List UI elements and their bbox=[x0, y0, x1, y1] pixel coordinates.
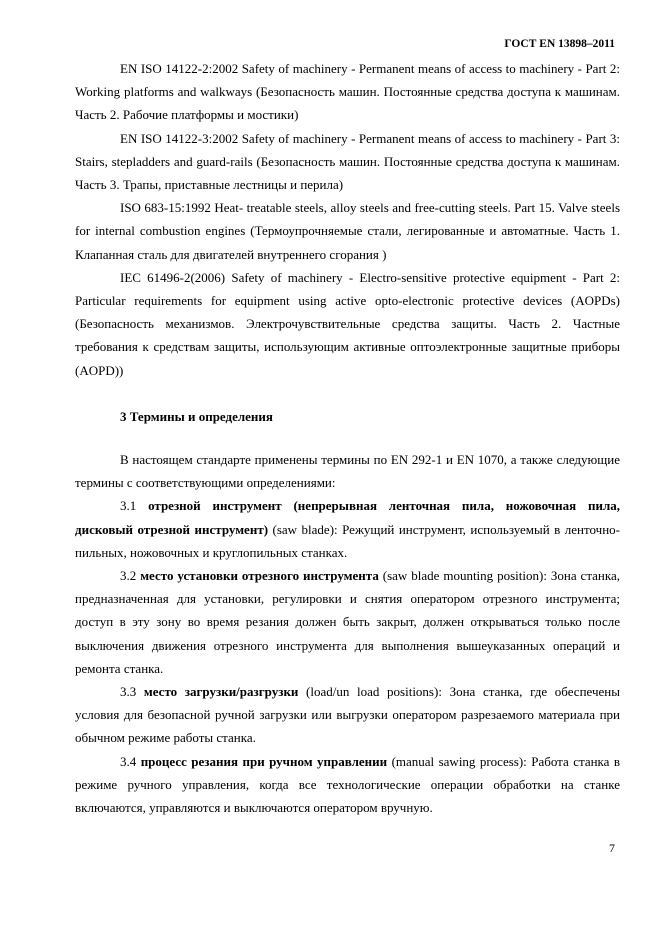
section-intro: В настоящем стандарте применены термины по EN 292-1 и EN 1070, а также следующие термины с соответствующими определениями: bbox=[75, 452, 620, 491]
reference-iso-14122-3: EN ISO 14122-3:2002 Safety of machinery - Permanent means of access to machinery - Part 3: Stairs, stepladders and guard-rails (Безопасность машин. Постоянные средства доступа к машинам. Часть 3. Трапы, приставные лестницы и перила) bbox=[75, 130, 620, 193]
reference-iso-14122-2: EN ISO 14122-2:2002 Safety of machinery - Permanent means of access to machinery - Part 2: Working platforms and walkways (Безопасность машин. Постоянные средства доступа к машинам. Часть 2. Рабочие платформы и мостики) bbox=[75, 61, 620, 123]
term-name: отрезной инструмент (непрерывная ленточная пила, ножовочная пила, дисковый отрезной инструмент) bbox=[75, 498, 621, 537]
term-3-4 bbox=[75, 750, 620, 820]
term-number: 3.4 bbox=[120, 753, 137, 769]
section-heading: 3 Термины и определения bbox=[120, 408, 273, 424]
term-english: (saw blade mounting position): bbox=[378, 568, 551, 584]
term-definition: Зона станка, предназначенная для установки, регулировки и снятия оператором отрезного инструмента; доступ в эту зону во время резания должен быть закрыт, должен открываться только после выключения движения отрезного инструмента для выполнения вышеуказанных операций и ремонта станка. bbox=[75, 568, 621, 676]
document-header: ГОСТ EN 13898–2011 bbox=[504, 38, 615, 50]
term-name: место загрузки/разгрузки bbox=[143, 684, 299, 700]
term-3-3 bbox=[75, 680, 620, 750]
reference-iec-61496-2: IEC 61496-2(2006) Safety of machinery - Electro-sensitive protective equipment - Part 2: Particular requirements for equipment using active opto-electronic protective devices (AOPDs) (Безопасность механизмов. Электрочувствительные средства защиты. Часть 2. Частные требования к средствам защиты, использующим активные оптоэлектронные защитные приборы (AOPD)) bbox=[75, 269, 620, 378]
term-definition: Работа станка в режиме ручного управления, когда все технологические операции обработки на станке включаются, управляются и выключаются оператором вручную. bbox=[75, 753, 620, 816]
reference-iso-683-15: ISO 683-15:1992 Heat- treatable steels, alloy steels and free-cutting steels. Part 15. Valve steels for internal combustion engines (Термоупрочняемые стали, легированные и автоматные. Часть 1. Клапанная сталь для двигателей внутреннего сгорания ) bbox=[75, 200, 620, 262]
page-number: 7 bbox=[609, 841, 615, 855]
term-3-1 bbox=[75, 494, 620, 564]
term-number: 3.1 bbox=[120, 498, 137, 514]
term-name: процесс резания при ручном управлении bbox=[140, 753, 388, 769]
term-number: 3.3 bbox=[120, 684, 137, 700]
term-definition: Режущий инструмент, используемый в ленточно-пильных, ножовочных и круглопильных станках. bbox=[75, 521, 621, 560]
term-english: (saw blade): bbox=[268, 521, 343, 537]
term-3-2 bbox=[75, 564, 620, 680]
term-english: (manual sawing process): bbox=[387, 753, 532, 769]
term-number: 3.2 bbox=[120, 568, 137, 584]
term-definition: Зона станка, где обеспечены условия для безопасной ручной загрузки или выгрузки оператором разрезаемого материала при обычном режиме работы станка. bbox=[75, 684, 620, 746]
term-name: место установки отрезного инструмента bbox=[140, 568, 379, 584]
term-english: (load/un load positions): bbox=[298, 684, 450, 700]
page-body bbox=[75, 57, 620, 819]
